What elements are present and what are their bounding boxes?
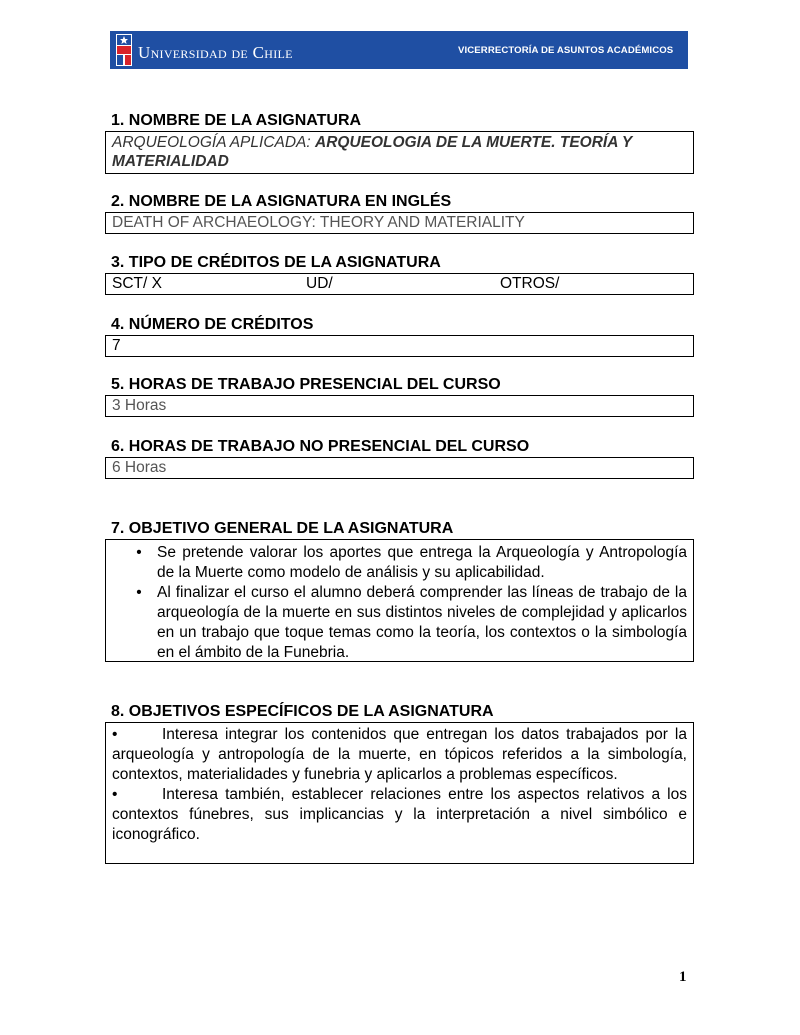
section-6-title: 6. HORAS DE TRABAJO NO PRESENCIAL DEL CURSO <box>111 438 530 455</box>
bullet-icon: • <box>136 544 142 561</box>
section-2-value: DEATH OF ARCHAEOLOGY: THEORY AND MATERIALITY <box>112 214 525 231</box>
section-7-box <box>105 539 694 662</box>
section-5-title: 5. HORAS DE TRABAJO PRESENCIAL DEL CURSO <box>111 376 501 393</box>
section-1-box <box>105 131 694 174</box>
section-7-title: 7. OBJETIVO GENERAL DE LA ASIGNATURA <box>111 520 454 537</box>
section-6-value: 6 Horas <box>112 459 167 476</box>
credits-ud: UD/ <box>306 275 333 292</box>
list-item-text: Al finalizar el curso el alumno deberá comprender las líneas de trabajo de la arqueología de la muerte en sus distintos niveles de complejidad y aplicarlos en un trabajo que toque temas como la teoría, los contextos o la simbología en el ámbito de la Funebria. <box>157 584 687 661</box>
section-2-title: 2. NOMBRE DE LA ASIGNATURA EN INGLÉS <box>111 193 452 210</box>
section-3-box <box>105 273 694 295</box>
section-3-title: 3. TIPO DE CRÉDITOS DE LA ASIGNATURA <box>111 254 441 271</box>
section-2-box <box>105 212 694 234</box>
credits-row <box>106 274 693 293</box>
university-seal-icon <box>116 34 132 66</box>
credits-sct: SCT/ X <box>112 275 162 292</box>
vicerrectoria-label: VICERRECTORÍA DE ASUNTOS ACADÉMICOS <box>458 45 674 56</box>
university-name: Universidad de Chile <box>138 43 293 62</box>
general-objectives-list <box>106 540 693 665</box>
section-5-value: 3 Horas <box>112 397 167 414</box>
section-5-box <box>105 395 694 417</box>
specific-objective-1-text: Interesa integrar los contenidos que entregan los datos trabajados por la arqueología y antropología de la muerte, en tópicos referidos a la simbología, contextos, materialidades y funebria y aplicarlos a problemas específicos. <box>112 726 687 783</box>
specific-objective-2 <box>106 785 693 845</box>
section-1-value-bold: ARQUEOLOGIA DE LA MUERTE. TEORÍA Y MATERIALIDAD <box>112 134 632 170</box>
section-4-value: 7 <box>112 337 121 354</box>
list-item-text: Se pretende valorar los aportes que entrega la Arqueología y Antropología de la Muerte como modelo de análisis y su aplicabilidad. <box>157 544 687 581</box>
bullet-icon: • <box>112 786 118 803</box>
section-1-value <box>106 132 693 171</box>
list-item <box>132 543 687 583</box>
page-number: 1 <box>679 969 687 985</box>
specific-objective-2-text: Interesa también, establecer relaciones entre los aspectos relativos a los contextos fúnebres, sus implicancias y la interpretación a nivel simbólico e iconográfico. <box>112 786 687 843</box>
list-item <box>132 583 687 663</box>
section-6-box <box>105 457 694 479</box>
credits-otros: OTROS/ <box>500 275 560 292</box>
section-4-box <box>105 335 694 357</box>
section-8-title: 8. OBJETIVOS ESPECÍFICOS DE LA ASIGNATURA <box>111 703 494 720</box>
specific-objective-1 <box>106 723 693 785</box>
bullet-icon: • <box>112 726 118 743</box>
section-1-value-prefix: ARQUEOLOGÍA APLICADA: <box>112 134 315 151</box>
section-4-title: 4. NÚMERO DE CRÉDITOS <box>111 316 314 333</box>
section-1-title: 1. NOMBRE DE LA ASIGNATURA <box>111 112 362 129</box>
bullet-icon: • <box>136 584 142 601</box>
section-8-box <box>105 722 694 864</box>
